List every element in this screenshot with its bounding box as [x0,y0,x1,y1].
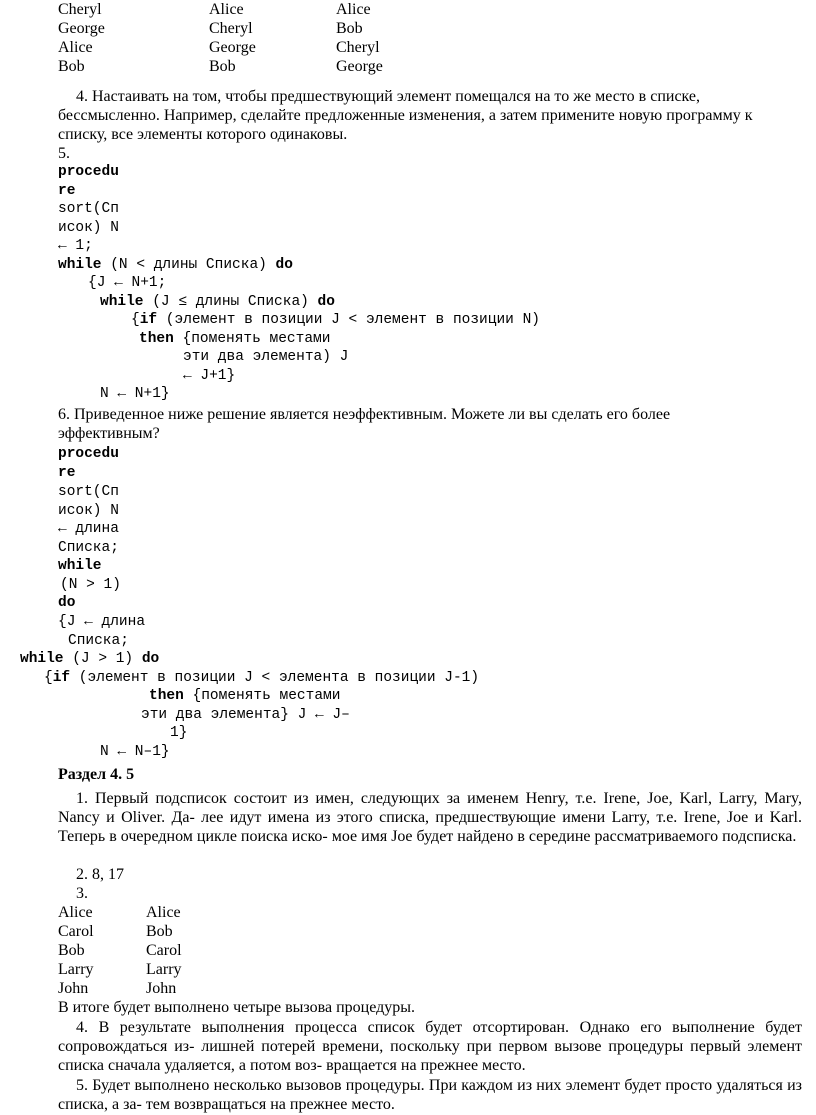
code-keyword: do [58,595,76,611]
answer-4-line3: списку, все элементы которого одинаковы. [58,126,348,143]
code-keyword: if [52,670,71,686]
name-column-1 [58,903,94,998]
code-keyword: do [141,651,160,667]
answer-6-line2: эффективным? [58,425,160,442]
name-cell: Bob [209,58,236,75]
section-answer-4: 4. В результате выполнения процесса список будет отсортирован. Однако его выполнение будет сопровождаться из- лишней потерей времени, поскольку при первом вызове процедуры первый элемент списка сначала удаляется, а потом воз- вращается на прежнее место. [58,1019,802,1074]
name-cell: Cheryl [336,39,380,56]
code-text: {поменять местами [173,331,331,347]
name-cell: Carol [146,942,182,959]
name-cell: Bob [58,58,85,75]
name-cell: Cheryl [58,1,102,18]
code-keyword: while [100,294,144,310]
code-line: N ← N–1} [100,744,170,760]
code-line: исок) N [58,220,119,236]
code-line: ← J+1} [183,368,236,384]
name-cell: Alice [336,1,371,18]
section-answer-1: 1. Первый подсписок состоит из имен, следующих за именем Henry, т.е. Irene, Joe, Karl, Larry, Mary, Nancy и Oliver. Да- лее идут имена из этого списка, предшествующие имени Larry, т.е. Irene, Joe и Karl. Теперь в очередном цикле поиска иско- мое имя Joe будет найдено в середине рассматриваемого подсписка. [58,790,802,845]
name-cell: Bob [58,942,85,959]
code-line: эти два элемента) J [183,349,349,365]
section-heading: Раздел 4. 5 [58,766,135,783]
code-line-if [44,669,479,688]
code-text: { [131,312,140,328]
code-line: исок) N [58,503,119,519]
code-keyword: do [317,294,335,310]
section-answer-2: 2. 8, 17 [76,866,124,883]
code-line-then [149,687,340,706]
code-keyword: procedu [58,446,119,462]
code-line: 1} [170,725,188,741]
code-line: {J ← длина [58,614,146,630]
name-cell: Alice [146,904,181,921]
name-column-2 [146,903,182,998]
name-cell: Larry [58,961,94,978]
code-line: Списка; [68,633,129,649]
code-line-if [131,311,540,330]
code-text: (элемент в позиции J < элемент в позиции N) [157,312,540,328]
name-cell: Bob [146,923,173,940]
code-text: { [44,670,53,686]
name-cell: Alice [209,1,244,18]
code-text: {поменять местами [183,688,341,704]
name-cell: John [58,980,89,997]
name-cell: Larry [146,961,182,978]
section-answer-3: 3. [76,885,88,902]
name-cell: John [146,980,177,997]
code-line: (N > 1) [60,577,121,593]
code-keyword: then [139,331,174,347]
code-keyword: procedu [58,164,119,180]
name-cell: George [209,39,256,56]
code-keyword: do [275,257,293,273]
name-cell: George [58,20,105,37]
code-keyword: re [58,465,76,481]
code-line-then [139,330,330,349]
name-cell: Cheryl [209,20,253,37]
name-column-1 [58,0,105,76]
code-line: N ← N+1} [100,386,170,402]
code-line: ← длина [58,521,119,537]
code-text: (J ≤ длины Списка) [143,294,318,310]
name-cell: Bob [336,20,363,37]
code-line: {J ← N+1; [88,275,167,291]
answer-4-line1: 4. Настаивать на том, чтобы предшествующий элемент помещался на то же место в списке, [76,88,701,105]
code-line: ← 1; [58,238,93,254]
name-cell: Alice [58,904,93,921]
section-answer-5: 5. Будет выполнено несколько вызовов процедуры. При каждом из них элемент будет просто удаляться из списка, а за- тем возвращаться на прежнее место. [58,1077,802,1113]
name-column-2 [209,0,256,76]
answer-6-line1: 6. Приведенное ниже решение является неэффективным. Можете ли вы сделать его более [58,406,671,423]
summary-line: В итоге будет выполнено четыре вызова процедуры. [58,999,415,1016]
code-keyword: while [20,651,64,667]
name-column-3 [336,0,383,76]
code-text: (N < длины Списка) [101,257,276,273]
code-line-while [58,256,293,275]
code-keyword: then [149,688,184,704]
code-keyword: while [58,257,102,273]
code-text: (J > 1) [63,651,142,667]
code-line: эти два элемента} J ← J– [141,707,350,723]
answer-5-number: 5. [58,145,70,162]
code-line: sort(Сп [58,201,119,217]
code-keyword: re [58,183,76,199]
code-text: (элемент в позиции J < элемента в позиции J-1) [70,670,480,686]
name-cell: Alice [58,39,93,56]
name-cell: George [336,58,383,75]
code-line: Списка; [58,540,119,556]
code-line-while [100,293,335,312]
answer-4-line2: бессмысленно. Например, сделайте предложенные изменения, а затем примените новую программу к [58,107,753,124]
code-keyword: if [139,312,158,328]
code-line-while [20,650,159,669]
code-line: sort(Сп [58,484,119,500]
code-keyword: while [58,558,102,574]
name-cell: Carol [58,923,94,940]
